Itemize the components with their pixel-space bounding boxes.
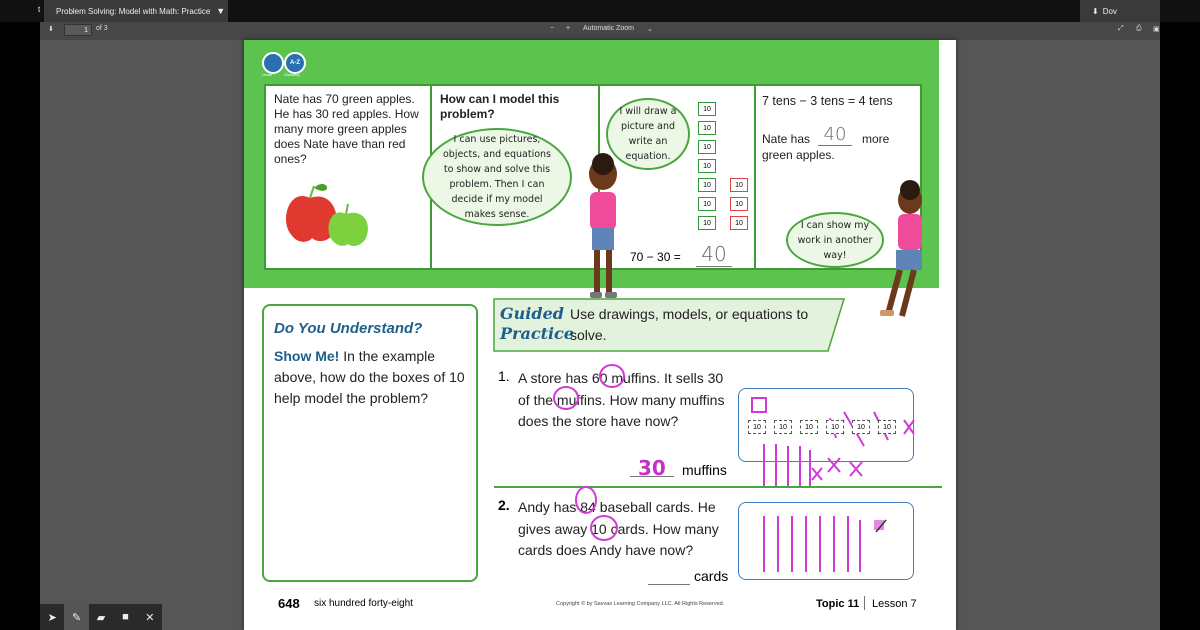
practice-label: Practice [500, 324, 574, 343]
zoom-in-button[interactable]: + [566, 25, 571, 32]
speech-bubble: I will draw a picture and write an equation. [606, 98, 690, 170]
more-label: more [862, 132, 890, 146]
download-label: Dov [1102, 6, 1117, 16]
download-icon: ⬇ [1092, 6, 1099, 16]
annotation-toolbar [40, 604, 162, 630]
cursor-icon[interactable]: ➤ [47, 611, 57, 624]
ten-box-crossed: 10 [730, 216, 748, 230]
chevron-down-icon[interactable]: ▼ [216, 6, 226, 16]
model-heading: How can I model this problem? [440, 92, 560, 121]
page-number-input[interactable]: 1 [64, 24, 92, 36]
glossary-icon[interactable]: A-Z [284, 52, 306, 74]
page-number-words: six hundred forty-eight [314, 598, 413, 609]
print-icon[interactable]: ⎙ [1136, 25, 1142, 32]
fullscreen-icon[interactable]: ⤢ [1118, 25, 1124, 32]
camera-icon[interactable]: ■ [122, 611, 129, 623]
answer-unit: muffins [682, 462, 727, 478]
learn-label: Learn [262, 72, 273, 77]
ten-box: 10 [698, 140, 716, 154]
understand-question: In the example above, how do the boxes of 10 help model the problem? [274, 348, 465, 406]
problem-text: Andy has 84 baseball cards. He gives away 10 cards. How many cards does Andy have now? [518, 499, 719, 558]
ten-box: 10 [698, 102, 716, 116]
letterbox-left [0, 0, 40, 630]
problem-number: 2. [498, 497, 510, 513]
next-page-icon[interactable]: ⬇ [48, 26, 54, 33]
nate-has-label: Nate has [762, 132, 811, 146]
ten-box-crossed: 10 [730, 197, 748, 211]
zoom-out-button[interactable]: − [550, 25, 555, 32]
pdf-toolbar [40, 22, 1160, 40]
problem-text: A store has 60 muffins. It sells 30 of the muffins. How many muffins does the store have now? [518, 370, 725, 429]
page-number: 648 [278, 596, 300, 611]
ten-box: 10 [774, 420, 792, 434]
guided-label: Guided [500, 304, 564, 323]
answer-40: 40 [818, 124, 852, 146]
ten-box: 10 [800, 420, 818, 434]
textbook-page [244, 40, 956, 630]
title-prefix: t [38, 5, 41, 14]
pencil-icon [874, 520, 886, 532]
equation-text: 70 − 30 = [630, 250, 681, 264]
answer-ink: 30 [638, 456, 666, 480]
save-icon[interactable]: ▣ [1153, 26, 1160, 33]
ten-box: 10 [748, 420, 766, 434]
document-tab-title: Problem Solving: Model with Math: Practice [56, 6, 211, 16]
highlighter-icon[interactable]: ▰ [96, 611, 106, 624]
copyright: Copyright © by Savvas Learning Company LLC. All Rights Reserved. [556, 601, 725, 607]
green-apples-label: green apples. [762, 148, 835, 162]
ten-box: 10 [698, 216, 716, 230]
close-icon[interactable]: ✕ [145, 611, 155, 624]
ten-box: 10 [698, 159, 716, 173]
tens-equation: 7 tens − 3 tens = 4 tens [762, 94, 893, 108]
chevron-down-icon[interactable]: ⌄ [647, 26, 653, 33]
lesson-label: Lesson 7 [872, 598, 917, 610]
video-title-bar [0, 0, 1200, 22]
ten-box-crossed: 10 [730, 178, 748, 192]
speech-bubble: I can use pictures, objects, and equations to show and solve this problem. Then I can decide if my model makes sense. [422, 128, 572, 226]
pen-icon[interactable]: ✎ [64, 604, 88, 630]
glossary-label: Glossary [284, 72, 300, 77]
topic-label: Topic 11 [816, 598, 860, 610]
equation-answer: 40 [696, 242, 732, 267]
divider [864, 596, 865, 610]
ten-box: 10 [698, 197, 716, 211]
ink-annotations [244, 40, 956, 630]
guided-instructions: Use drawings, models, or equations to solve. [570, 306, 809, 343]
answer-unit: cards [694, 568, 729, 584]
letterbox-right [1160, 0, 1200, 630]
ten-box: 10 [852, 420, 870, 434]
speech-bubble: I can show my work in another way! [786, 212, 884, 268]
problem-number: 1. [498, 368, 510, 384]
document-tab[interactable] [44, 0, 228, 22]
ten-box: 10 [826, 420, 844, 434]
ten-box: 10 [698, 178, 716, 192]
understand-title: Do You Understand? [274, 320, 423, 337]
zoom-select[interactable]: Automatic Zoom [583, 25, 634, 32]
ten-box: 10 [698, 121, 716, 135]
problem-text: Nate has 70 green apples. He has 30 red apples. How many more green apples does Nate have than red ones? [274, 92, 419, 166]
show-me-label: Show Me! [274, 348, 340, 364]
download-button[interactable] [1080, 0, 1160, 22]
ten-box: 10 [878, 420, 896, 434]
page-count: of 3 [96, 25, 108, 32]
